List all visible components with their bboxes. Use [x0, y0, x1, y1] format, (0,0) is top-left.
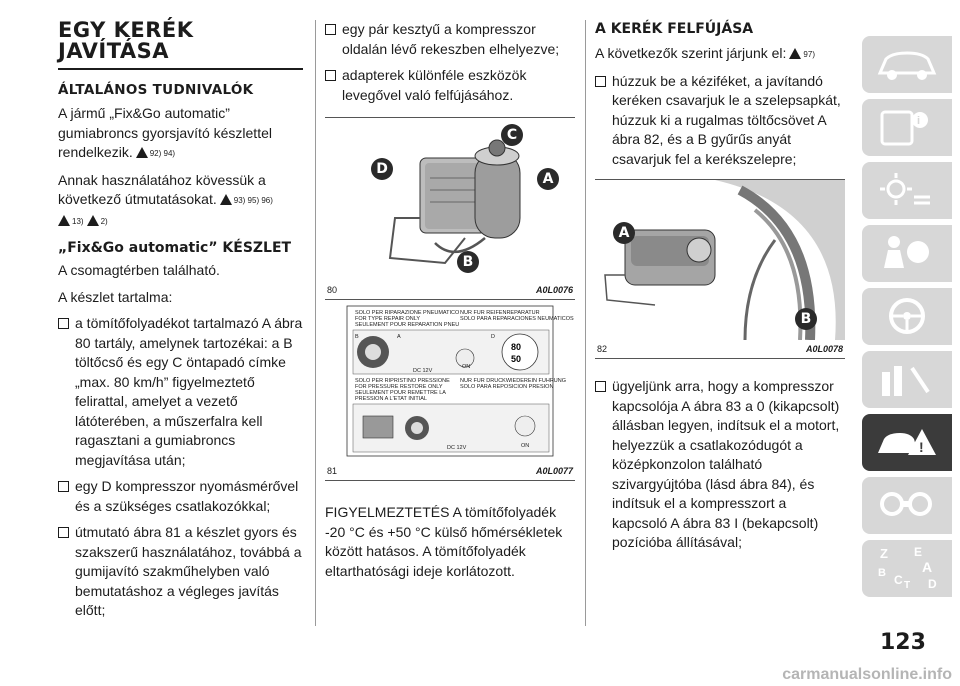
warning-triangle-icon	[136, 147, 148, 158]
steering-wheel-icon	[874, 295, 940, 337]
chapter-tab-specs[interactable]	[862, 477, 952, 534]
svg-text:DC 12V: DC 12V	[447, 445, 467, 451]
emergency-icon	[874, 421, 940, 463]
figure-80-caption: 80 A0L0076	[325, 281, 575, 300]
label-b: B	[457, 251, 479, 273]
warning-triangle-icon	[220, 194, 232, 205]
svg-text:B: B	[878, 567, 886, 579]
caution-triangle-icon	[87, 215, 99, 226]
svg-text:NUR FUR REIFENREPARATUR: NUR FUR REIFENREPARATUR	[460, 310, 540, 316]
chapter-tab-emergency[interactable]	[862, 414, 952, 471]
checkbox-bullet-icon	[595, 381, 606, 392]
list-item: húzzuk be a kéziféket, a javítandó keréken csavarjuk le a szelepsapkát, húzzuk ki a rugalmas töltőcsövet A ábra 82, és a B gyűrűs anyát csavarjuk fel a kerékszelepre;	[595, 72, 845, 170]
chapter-tab-dashboard-lights[interactable]	[862, 162, 952, 219]
figure-82	[595, 179, 845, 340]
warning-triangle-icon	[789, 48, 801, 59]
svg-text:Z: Z	[880, 546, 888, 561]
chapter-tab-driving[interactable]	[862, 288, 952, 345]
paragraph-contents: A készlet tartalma:	[58, 288, 173, 305]
index-icon	[874, 544, 944, 590]
svg-text:D: D	[491, 334, 495, 340]
chapter-tab-maintenance[interactable]	[862, 351, 952, 408]
label-d: D	[371, 158, 393, 180]
checkbox-bullet-icon	[595, 76, 606, 87]
label-b: B	[795, 308, 817, 330]
svg-text:80: 80	[511, 342, 522, 352]
label-a: A	[537, 168, 559, 190]
svg-text:NUR FUR DRUCKWIEDEREIN FUHRUNG: NUR FUR DRUCKWIEDEREIN FUHRUNG	[460, 378, 567, 384]
column-3	[595, 20, 845, 560]
page-number: 123	[880, 630, 926, 655]
svg-text:!: !	[919, 439, 924, 455]
paragraph-location: A csomagtérben található.	[58, 262, 220, 278]
chapter-tab-info[interactable]	[862, 99, 952, 156]
figure-80	[325, 117, 575, 281]
svg-text:E: E	[914, 545, 923, 559]
svg-text:SOLO PER RIPARAZIONE PNEUMATIC: SOLO PER RIPARAZIONE PNEUMATICO	[355, 310, 460, 316]
section-heading-kit: „Fix&Go automatic” KÉSZLET	[58, 240, 292, 256]
list-item: útmutató ábra 81 a készlet gyors és szakszerű használatához, továbbá a gumijavító szakműhelyben való bemutatáshoz a végleges javítás előtt;	[58, 523, 303, 621]
svg-text:SEULEMENT POUR REMETTRE LA: SEULEMENT POUR REMETTRE LA	[355, 390, 446, 396]
list-item: adapterek különféle eszközök levegővel való felfújásához.	[325, 66, 575, 105]
dashboard-lights-icon	[874, 169, 940, 211]
instruction-sheet-illustration	[325, 300, 575, 462]
svg-text:SOLO PARA REPOSICION PRESION: SOLO PARA REPOSICION PRESION	[460, 384, 554, 390]
warning-triangle-icon	[58, 215, 70, 226]
chapter-title: EGY KERÉK JAVÍTÁSA	[58, 18, 194, 63]
list-item: egy pár kesztyű a kompresszor oldalán lévő rekeszben elhelyezve;	[325, 20, 575, 59]
airbag-icon	[874, 232, 940, 274]
section-heading-general: ÁLTALÁNOS TUDNIVALÓK	[58, 82, 254, 98]
column-1	[58, 20, 303, 628]
svg-text:i: i	[917, 115, 921, 127]
column-separator	[315, 20, 316, 626]
svg-text:D: D	[928, 577, 937, 590]
chapter-tab-index[interactable]	[862, 540, 952, 597]
column-separator	[585, 20, 586, 626]
checkbox-bullet-icon	[325, 70, 336, 81]
svg-text:FOR PRESSURE RESTORE ONLY: FOR PRESSURE RESTORE ONLY	[355, 384, 443, 390]
svg-text:SOLO PARA REPARACIONES NEUMATI: SOLO PARA REPARACIONES NEUMATICOS	[460, 316, 574, 322]
svg-text:ON: ON	[521, 443, 530, 449]
warning-paragraph: FIGYELMEZTETÉS A tömítőfolyadék -20 °C és +50 °C külső hőmérsékletek között hatásos. A tömítőfolyadék eltarthatósági ideje korlátozott.	[325, 504, 563, 579]
svg-text:FOR TYPE REPAIR ONLY: FOR TYPE REPAIR ONLY	[355, 316, 421, 322]
label-c: C	[501, 124, 523, 146]
label-a: A	[613, 222, 635, 244]
svg-text:A: A	[922, 559, 933, 575]
paragraph-intro: A jármű „Fix&Go automatic” gumiabroncs gyorsjavító készlettel rendelkezik. 92) 94)	[58, 105, 272, 160]
list-item: egy D kompresszor nyomásmérővel és a szükséges csatlakozókkal;	[58, 477, 303, 516]
svg-text:C: C	[894, 573, 903, 587]
paragraph-steps-intro: A következők szerint járjunk el: 97)	[595, 45, 815, 61]
checkbox-bullet-icon	[58, 318, 69, 329]
figure-81-caption: 81 A0L0077	[325, 462, 575, 481]
watermark: carmanualsonline.info	[782, 666, 952, 683]
svg-text:SEULEMENT POUR REPARATION PNEU: SEULEMENT POUR REPARATION PNEU	[355, 322, 460, 328]
compressor-illustration	[325, 118, 575, 281]
figure-81	[325, 300, 575, 462]
svg-text:SOLO PER RIPRISTINO PRESSIONE: SOLO PER RIPRISTINO PRESSIONE	[355, 378, 450, 384]
svg-text:DC 12V: DC 12V	[413, 368, 433, 374]
checkbox-bullet-icon	[58, 527, 69, 538]
chapter-tab-car[interactable]	[862, 36, 952, 93]
svg-text:A: A	[397, 334, 401, 340]
specs-icon	[874, 484, 940, 526]
svg-text:ON: ON	[462, 364, 471, 370]
maintenance-icon	[874, 358, 940, 400]
list-item: a tömítőfolyadékot tartalmazó A ábra 80 tartály, amelynek tartozékai: a B töltőcső és egy C öntapadó címke „max. 80 km/h” figyelmeztető felirattal, amelyet a vezető látóterében, a műszerfalra kell ragasztani a gumiabroncs megjavítása után;	[58, 314, 303, 470]
car-icon	[874, 43, 940, 85]
column-2	[325, 20, 575, 588]
section-heading-inflate: A KERÉK FELFÚJÁSA	[595, 21, 754, 37]
info-icon	[874, 106, 940, 148]
list-item: ügyeljünk arra, hogy a kompresszor kapcsolója A ábra 83 a 0 (kikapcsolt) állásban legyen, indítsuk el a motort, helyezzük a csatlakozódugót a középkonzolon található szivargyújtóba (lásd ábra 84), és indítsuk el a kompresszort a kapcsoló A ábra 83 I (bekapcsolt) pozícióba állításával;	[595, 377, 845, 553]
checkbox-bullet-icon	[325, 24, 336, 35]
chapter-sidebar	[862, 36, 952, 603]
checkbox-bullet-icon	[58, 481, 69, 492]
chapter-tab-safety[interactable]	[862, 225, 952, 282]
svg-text:T: T	[904, 580, 911, 590]
figure-82-caption: 82 A0L0078	[595, 340, 845, 359]
svg-text:50: 50	[511, 354, 522, 364]
svg-text:PRESSION A L'ETAT INITIAL: PRESSION A L'ETAT INITIAL	[355, 396, 427, 402]
svg-text:B: B	[355, 334, 359, 340]
title-rule	[58, 68, 303, 70]
paragraph-instructions: Annak használatához kövessük a következő útmutatásokat. 93) 95) 96) 13) 2)	[58, 171, 273, 226]
